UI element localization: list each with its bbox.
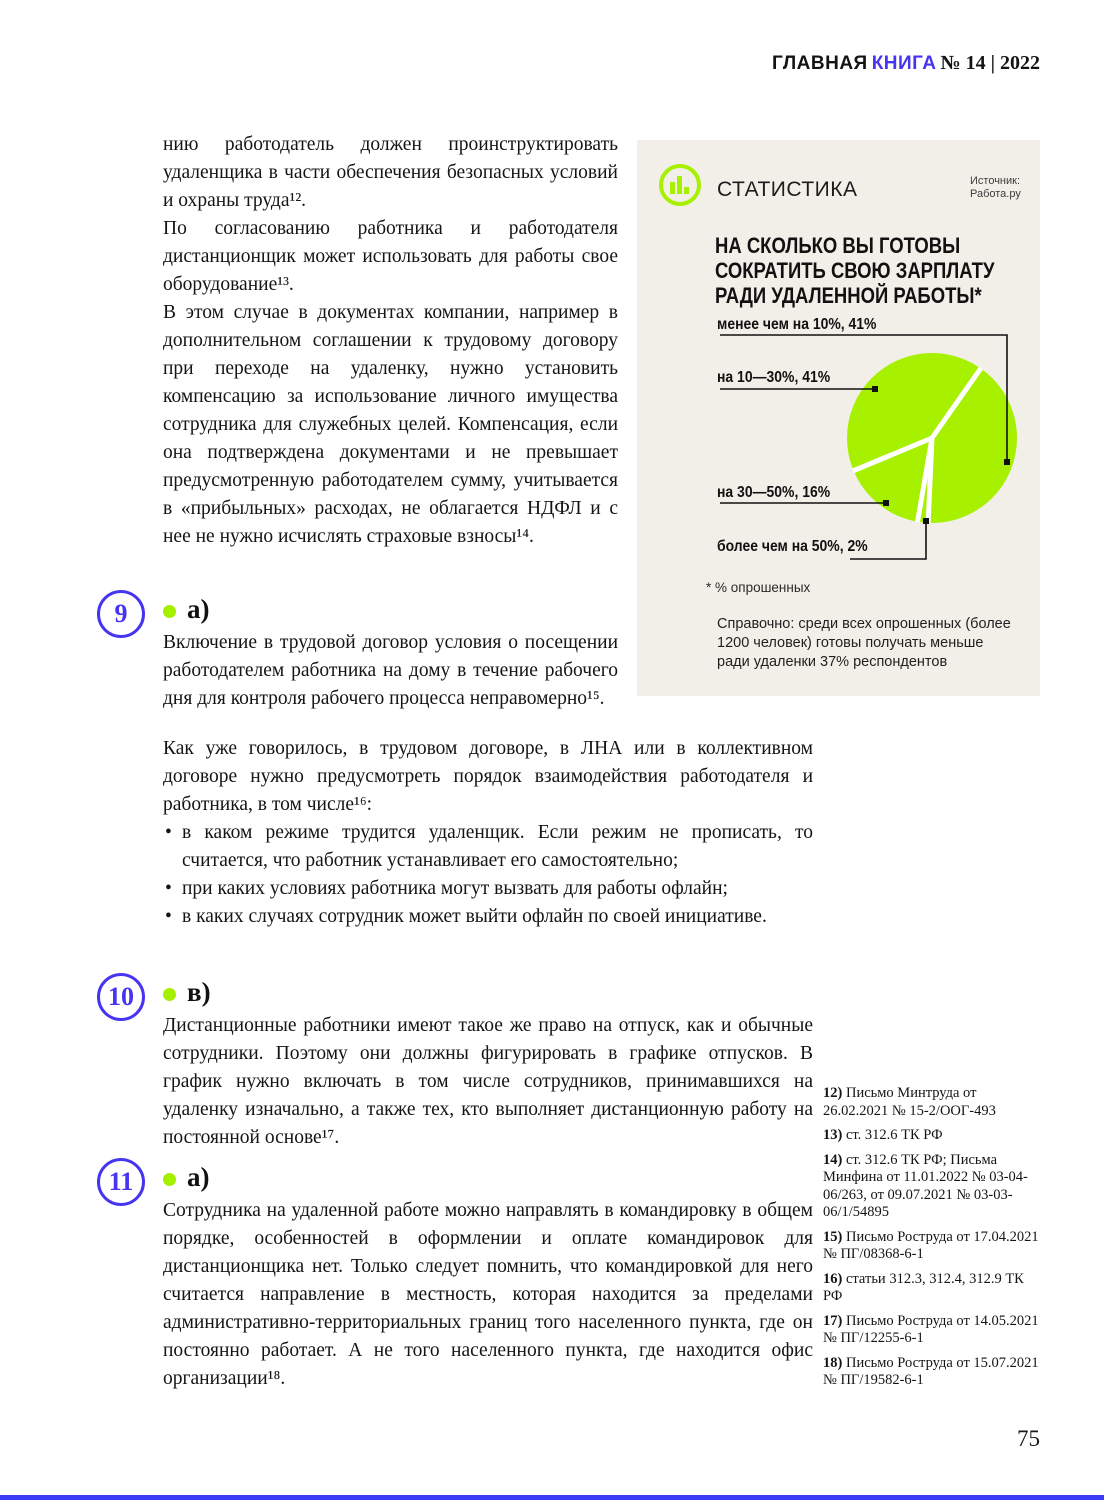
pie-slice-label: более чем на 50%, 2% xyxy=(717,538,868,555)
statistics-label: СТАТИСТИКА xyxy=(717,178,858,201)
paragraph: По согласованию работника и работодателя дистанционщик может использовать для работы свое оборудование¹³. xyxy=(163,218,618,295)
footnote xyxy=(823,1127,1041,1145)
footnote-number: 12) xyxy=(823,1085,843,1101)
footnote-text: ст. 312.6 ТК РФ xyxy=(842,1127,943,1143)
brand-name-accent: КНИГА xyxy=(871,53,937,74)
chart-title-line: РАДИ УДАЛЕННОЙ РАБОТЫ* xyxy=(715,283,982,308)
footnote-text: ст. 312.6 ТК РФ; Письма Минфина от 11.01.2022 № 03-04-06/263, от 09.07.2021 № 03-03-06/1/54895 xyxy=(823,1151,1028,1220)
section-number-10: 10 xyxy=(97,973,145,1021)
footnote-text: Письмо Минтруда от 26.02.2021 № 15-2/ООГ-493 xyxy=(823,1085,996,1119)
paragraph: Как уже говорилось, в трудовом договоре, в ЛНА или в коллективном договоре нужно предусмотреть порядок взаимодействия работодателя и работника, в том числе¹⁶: xyxy=(163,738,813,815)
article-column xyxy=(163,131,618,551)
section-paragraph: Дистанционные работники имеют такое же право на отпуск, как и обычные сотрудники. Поэтому они должны фигурировать в графике отпусков. В график нужно включать в том числе сотрудников, принимавшихся на удаленку изначально, а также тех, кто выполняет дистанционную работу на постоянной основе¹⁷. xyxy=(163,1015,813,1148)
footnote-number: 15) xyxy=(823,1228,843,1245)
section-number-11: 11 xyxy=(97,1158,145,1206)
pie-slice-label: на 30—50%, 16% xyxy=(717,484,831,501)
pie-slices xyxy=(847,353,1017,526)
chart-title-line: НА СКОЛЬКО ВЫ ГОТОВЫ xyxy=(715,233,961,258)
footnote xyxy=(823,1085,1041,1120)
section-letter: а) xyxy=(187,1162,210,1192)
list-item: • при каких условиях работника могут вызвать для работы офлайн; xyxy=(163,875,813,903)
source-line: Работа.ру xyxy=(970,188,1021,200)
footnote xyxy=(823,1152,1041,1222)
section-number-9: 9 xyxy=(97,590,145,638)
bottom-accent-bar xyxy=(0,1495,1104,1500)
list-item: • в каких случаях сотрудник может выйти офлайн по своей инициативе. xyxy=(163,903,813,931)
issue-number: № 14 | 2022 xyxy=(940,52,1040,74)
section-letter: в) xyxy=(187,977,211,1007)
footnote-text: Письмо Роструда от 17.04.2021 № ПГ/08368-6-1 xyxy=(823,1228,1039,1262)
bullet-dot-icon xyxy=(163,988,176,1001)
bullet-list xyxy=(163,819,813,931)
footnote xyxy=(823,1229,1041,1264)
page-header xyxy=(772,52,1040,75)
pie-slice-label: на 10—30%, 41% xyxy=(717,369,831,386)
footnote-number: 14) xyxy=(823,1151,843,1168)
footnote-text: статьи 312.3, 312.4, 312.9 ТК РФ xyxy=(823,1270,1024,1304)
section-heading xyxy=(163,594,210,625)
section-paragraph: Сотрудника на удаленной работе можно направлять в командировку в общем порядке, особенностей в оформлении и оплате командировок для дистанционщика нет. Только следует помнить, что командировкой для него считается направление в местность, которая находится за пределами административно-территориальных границ того населенного пункта, где он постоянно работает. А не того населенного пункта, где находится офис организации¹⁸. xyxy=(163,1200,813,1389)
list-item: • в каком режиме трудится удаленщик. Если режим не прописать, то считается, что работник устанавливает его самостоятельно; xyxy=(163,819,813,875)
section-paragraph: Включение в трудовой договор условия о посещении работодателем работника на дому в течение рабочего дня для контроля рабочего процесса неправомерно¹⁵. xyxy=(163,632,618,709)
article-continuation xyxy=(163,735,813,931)
section-heading xyxy=(163,1162,210,1193)
page-number: 75 xyxy=(1017,1426,1040,1451)
pie-chart xyxy=(637,140,1040,696)
footnote xyxy=(823,1313,1041,1348)
paragraph: нию работодатель должен проинструктировать удаленщика в части обеспечения безопасных условий и охраны труда¹². xyxy=(163,134,618,211)
footnotes-column xyxy=(823,1085,1041,1397)
footnote-number: 16) xyxy=(823,1270,843,1287)
footnote xyxy=(823,1355,1041,1390)
chart-reference-note: Справочно: среди всех опрошенных (более 1200 человек) готовы получать меньше ради удаленки 37% респондентов xyxy=(717,616,1011,670)
footnote-number: 17) xyxy=(823,1312,843,1329)
bullet-dot-icon xyxy=(163,605,176,618)
footnote-number: 13) xyxy=(823,1127,843,1143)
pie-slice-label: менее чем на 10%, 41% xyxy=(717,316,877,333)
brand-name: ГЛАВНАЯ xyxy=(772,53,868,74)
section-letter: а) xyxy=(187,594,210,624)
footnote-text: Письмо Роструда от 14.05.2021 № ПГ/12255-6-1 xyxy=(823,1312,1039,1346)
section-heading xyxy=(163,977,211,1008)
footnote-number: 18) xyxy=(823,1354,843,1371)
footnote-text: Письмо Роструда от 15.07.2021 № ПГ/19582-6-1 xyxy=(823,1354,1039,1388)
statistics-panel xyxy=(637,140,1040,696)
paragraph: В этом случае в документах компании, например в дополнительном соглашении к трудовому договору при переходе на удаленку, нужно установить компенсацию за использование личного имущества сотрудника для служебных целей. Компенсация, если она подтверждена документами и не превышает предусмотренную работодателем сумму, учитывается в «прибыльных» расходах, не облагается НДФЛ и с нее не нужно исчислять страховые взносы¹⁴. xyxy=(163,302,618,547)
bullet-dot-icon xyxy=(163,1173,176,1186)
footnote xyxy=(823,1271,1041,1306)
chart-footnote: * % опрошенных xyxy=(706,580,811,595)
source-line: Источник: xyxy=(970,175,1021,187)
chart-title-line: СОКРАТИТЬ СВОЮ ЗАРПЛАТУ xyxy=(715,258,995,283)
